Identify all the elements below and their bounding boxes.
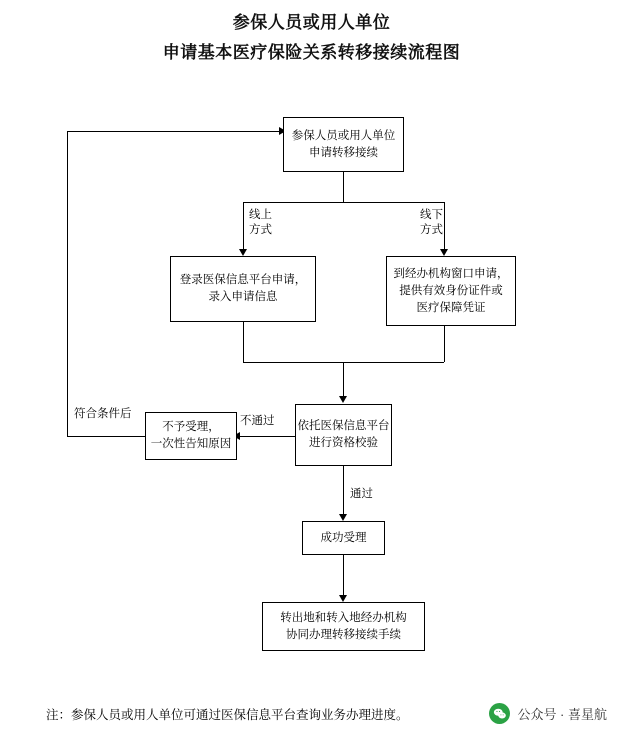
connector-loop-top xyxy=(67,131,283,132)
arrow-to-accept xyxy=(339,514,347,521)
connector-reject-left xyxy=(67,436,145,437)
node-verify xyxy=(295,404,392,466)
edge-label-fail: 不通过 xyxy=(240,415,275,427)
connector-merge-down xyxy=(343,362,344,400)
node-offline-apply xyxy=(386,256,516,326)
edge-label-online-line-2: 方式 xyxy=(249,224,272,236)
connector-accept-process xyxy=(343,555,344,599)
connector-split-horizontal xyxy=(243,202,444,203)
node-online-line-2: 录入申请信息 xyxy=(208,291,278,303)
footer-brand-label: 公众号 · 喜星航 xyxy=(517,707,607,722)
wechat-icon xyxy=(489,703,510,724)
arrow-to-online xyxy=(239,249,247,256)
arrow-to-offline xyxy=(440,249,448,256)
edge-label-online-line-1: 线上 xyxy=(249,209,272,221)
node-start xyxy=(283,117,404,172)
connector-start-down xyxy=(343,172,344,202)
edge-label-recheck: 符合条件后 xyxy=(74,408,132,420)
arrow-to-verify xyxy=(339,396,347,403)
edge-label-offline-line-1: 线下 xyxy=(420,209,443,221)
node-offline-line-1: 到经办机构窗口申请， xyxy=(393,267,509,280)
edge-label-pass: 通过 xyxy=(350,488,373,500)
node-reject-line-1: 不予受理， xyxy=(162,421,220,433)
node-process-line-2: 协同办理转移接续手续 xyxy=(286,628,401,641)
connector-to-offline xyxy=(444,202,445,252)
node-accept xyxy=(302,521,385,555)
page-title xyxy=(0,8,623,68)
node-reject-line-2: 一次性告知原因 xyxy=(150,438,232,450)
node-offline-line-2: 提供有效身份证件或 xyxy=(399,284,503,297)
title-line-2: 申请基本医疗保险关系转移接续流程图 xyxy=(162,43,461,63)
connector-offline-down xyxy=(444,326,445,362)
connector-to-online xyxy=(243,202,244,252)
footer-brand xyxy=(489,703,607,724)
edge-label-online xyxy=(249,208,272,238)
node-online-line-1: 登录医保信息平台申请， xyxy=(179,274,307,286)
node-offline-line-3: 医疗保障凭证 xyxy=(416,301,486,314)
edge-label-offline xyxy=(420,208,443,238)
connector-loop-up xyxy=(67,131,68,436)
node-verify-line-2: 进行资格校验 xyxy=(309,437,378,449)
connector-verify-reject xyxy=(237,436,300,437)
title-line-1: 参保人员或用人单位 xyxy=(232,13,391,33)
arrow-to-process xyxy=(339,595,347,602)
node-start-line-2: 申请转移接续 xyxy=(309,146,378,159)
node-reject xyxy=(145,412,237,460)
node-verify-line-1: 依托医保信息平台 xyxy=(297,420,390,432)
connector-verify-accept xyxy=(343,466,344,518)
node-process-line-1: 转出地和转入地经办机构 xyxy=(280,611,407,624)
node-online-apply xyxy=(170,256,316,322)
edge-label-offline-line-2: 方式 xyxy=(420,224,443,236)
node-start-line-1: 参保人员或用人单位 xyxy=(291,129,396,142)
footer-note: 注：参保人员或用人单位可通过医保信息平台查询业务办理进度。 xyxy=(46,707,409,722)
connector-online-down xyxy=(243,322,244,362)
node-accept-line-1: 成功受理 xyxy=(320,531,367,544)
node-process xyxy=(262,602,425,651)
